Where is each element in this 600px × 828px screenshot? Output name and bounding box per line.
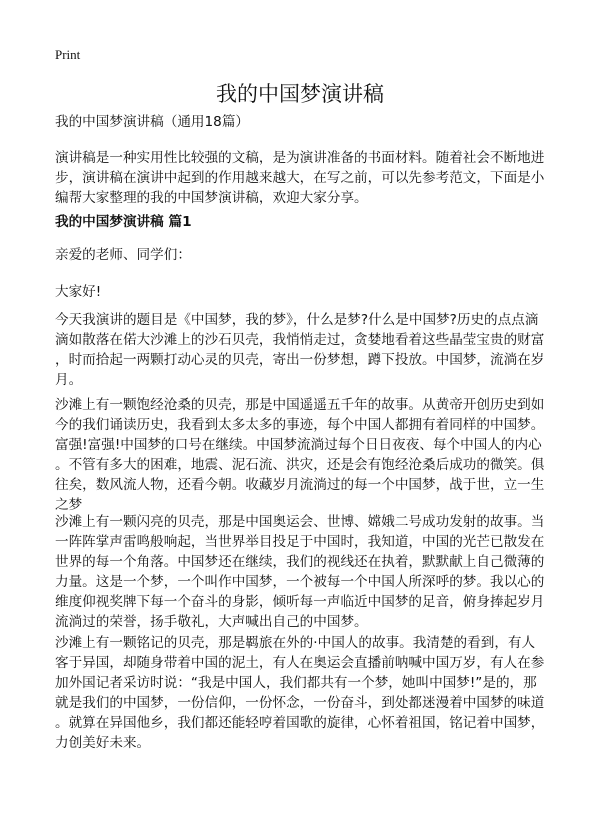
paragraph-3	[55, 512, 544, 632]
section-heading-text: 我的中国梦演讲稿 篇1	[55, 214, 192, 230]
page-title: 我的中国梦演讲稿	[216, 82, 384, 106]
text-line: 世界的每一个角落。中国梦还在继续，我们的视线还在执着，默默献上自己微薄的	[55, 554, 545, 570]
text-line: 力量。这是一个梦，一个叫作中国梦，一个被每一个中国人所深呼的梦。我以心的	[55, 574, 545, 590]
text-line: 今的我们诵读历史，我看到太多太多的事迹，每个中国人都拥有着同样的中国梦。	[55, 417, 545, 433]
text-line: 流淌过的荣誉，扬手敬礼，大声喊出自己的中国梦。	[55, 614, 368, 630]
text-line: ，时而拾起一两颗打动心灵的贝壳，寄出一份梦想，蹲下投放。中国梦，流淌在岁	[55, 352, 545, 368]
text-line: 亲爱的老师、同学们：	[55, 247, 191, 263]
document-subtitle	[55, 112, 249, 132]
text-line: 滴如散落在偌大沙滩上的沙石贝壳，我悄悄走过，贪婪地看着这些晶莹宝贵的财富	[55, 332, 545, 348]
text-line: 大家好!	[55, 284, 102, 300]
text-line: 就是我们的中国梦，一份信仰，一份怀念，一份奋斗，到处都迷漫着中国梦的味道	[55, 695, 545, 711]
text-line: 演讲稿是一种实用性比较强的文稿，是为演讲准备的书面材料。随着社会不断地进	[55, 150, 545, 166]
paragraph-4	[55, 633, 544, 753]
paragraph-1	[55, 310, 544, 390]
text-line: 力创美好未来。	[55, 735, 151, 751]
text-line: 一阵阵掌声雷鸣般响起，当世界举目投足于中国时，我知道，中国的光芒已散发在	[55, 534, 545, 550]
text-line: 。就算在异国他乡，我们都还能轻哼着国歌的旋律，心怀着祖国，铭记着中国梦，	[55, 715, 545, 731]
intro-paragraph	[55, 148, 544, 208]
text-line: 客于异国，却随身带着中国的泥土，有人在奥运会直播前呐喊中国万岁，有人在参	[55, 655, 545, 671]
hello	[55, 282, 101, 302]
section-heading	[55, 212, 192, 232]
print-link[interactable]: Print	[55, 47, 81, 62]
greeting	[55, 245, 191, 265]
text-line: 月。	[55, 372, 83, 388]
text-line: 沙滩上有一颗闪亮的贝壳，那是中国奥运会、世博、嫦娥二号成功发射的故事。当	[55, 514, 545, 530]
subtitle-text: 我的中国梦演讲稿（通用18篇）	[55, 114, 250, 130]
text-line: 往矣，数风流人物，还看今朝。收藏岁月流淌过的每一个中国梦，战于世，立一生	[55, 477, 545, 493]
text-line: 沙滩上有一颗饱经沧桑的贝壳，那是中国遥遥五千年的故事。从黄帝开创历史到如	[55, 397, 545, 413]
text-line: 之梦	[55, 497, 83, 513]
text-line: 维度仰视奖牌下每一个奋斗的身影，倾听每一声临近中国梦的足音，俯身捧起岁月	[55, 594, 545, 610]
paragraph-2	[55, 395, 544, 515]
text-line: 加外国记者采访时说：“我是中国人，我们都共有一个梦，她叫中国梦!”是的，那	[55, 675, 537, 691]
text-line: 。不管有多大的困难，地震、泥石流、洪灾，还是会有饱经沧桑后成功的微笑。俱	[55, 457, 545, 473]
text-line: 富强!富强!中国梦的口号在继续。中国梦流淌过每个日日夜夜、每个中国人的内心	[55, 437, 542, 453]
text-line: 步，演讲稿在演讲中起到的作用越来越大，在写之前，可以先参考范文，下面是小	[55, 170, 545, 186]
text-line: 沙滩上有一颗铭记的贝壳，那是羁旅在外的·中国人的故事。我清楚的看到，有人	[55, 635, 536, 651]
text-line: 编帮大家整理的我的中国梦演讲稿，欢迎大家分享。	[55, 190, 368, 206]
text-line: 今天我演讲的题目是《中国梦，我的梦》，什么是梦?什么是中国梦?历史的点点滴	[55, 312, 539, 328]
